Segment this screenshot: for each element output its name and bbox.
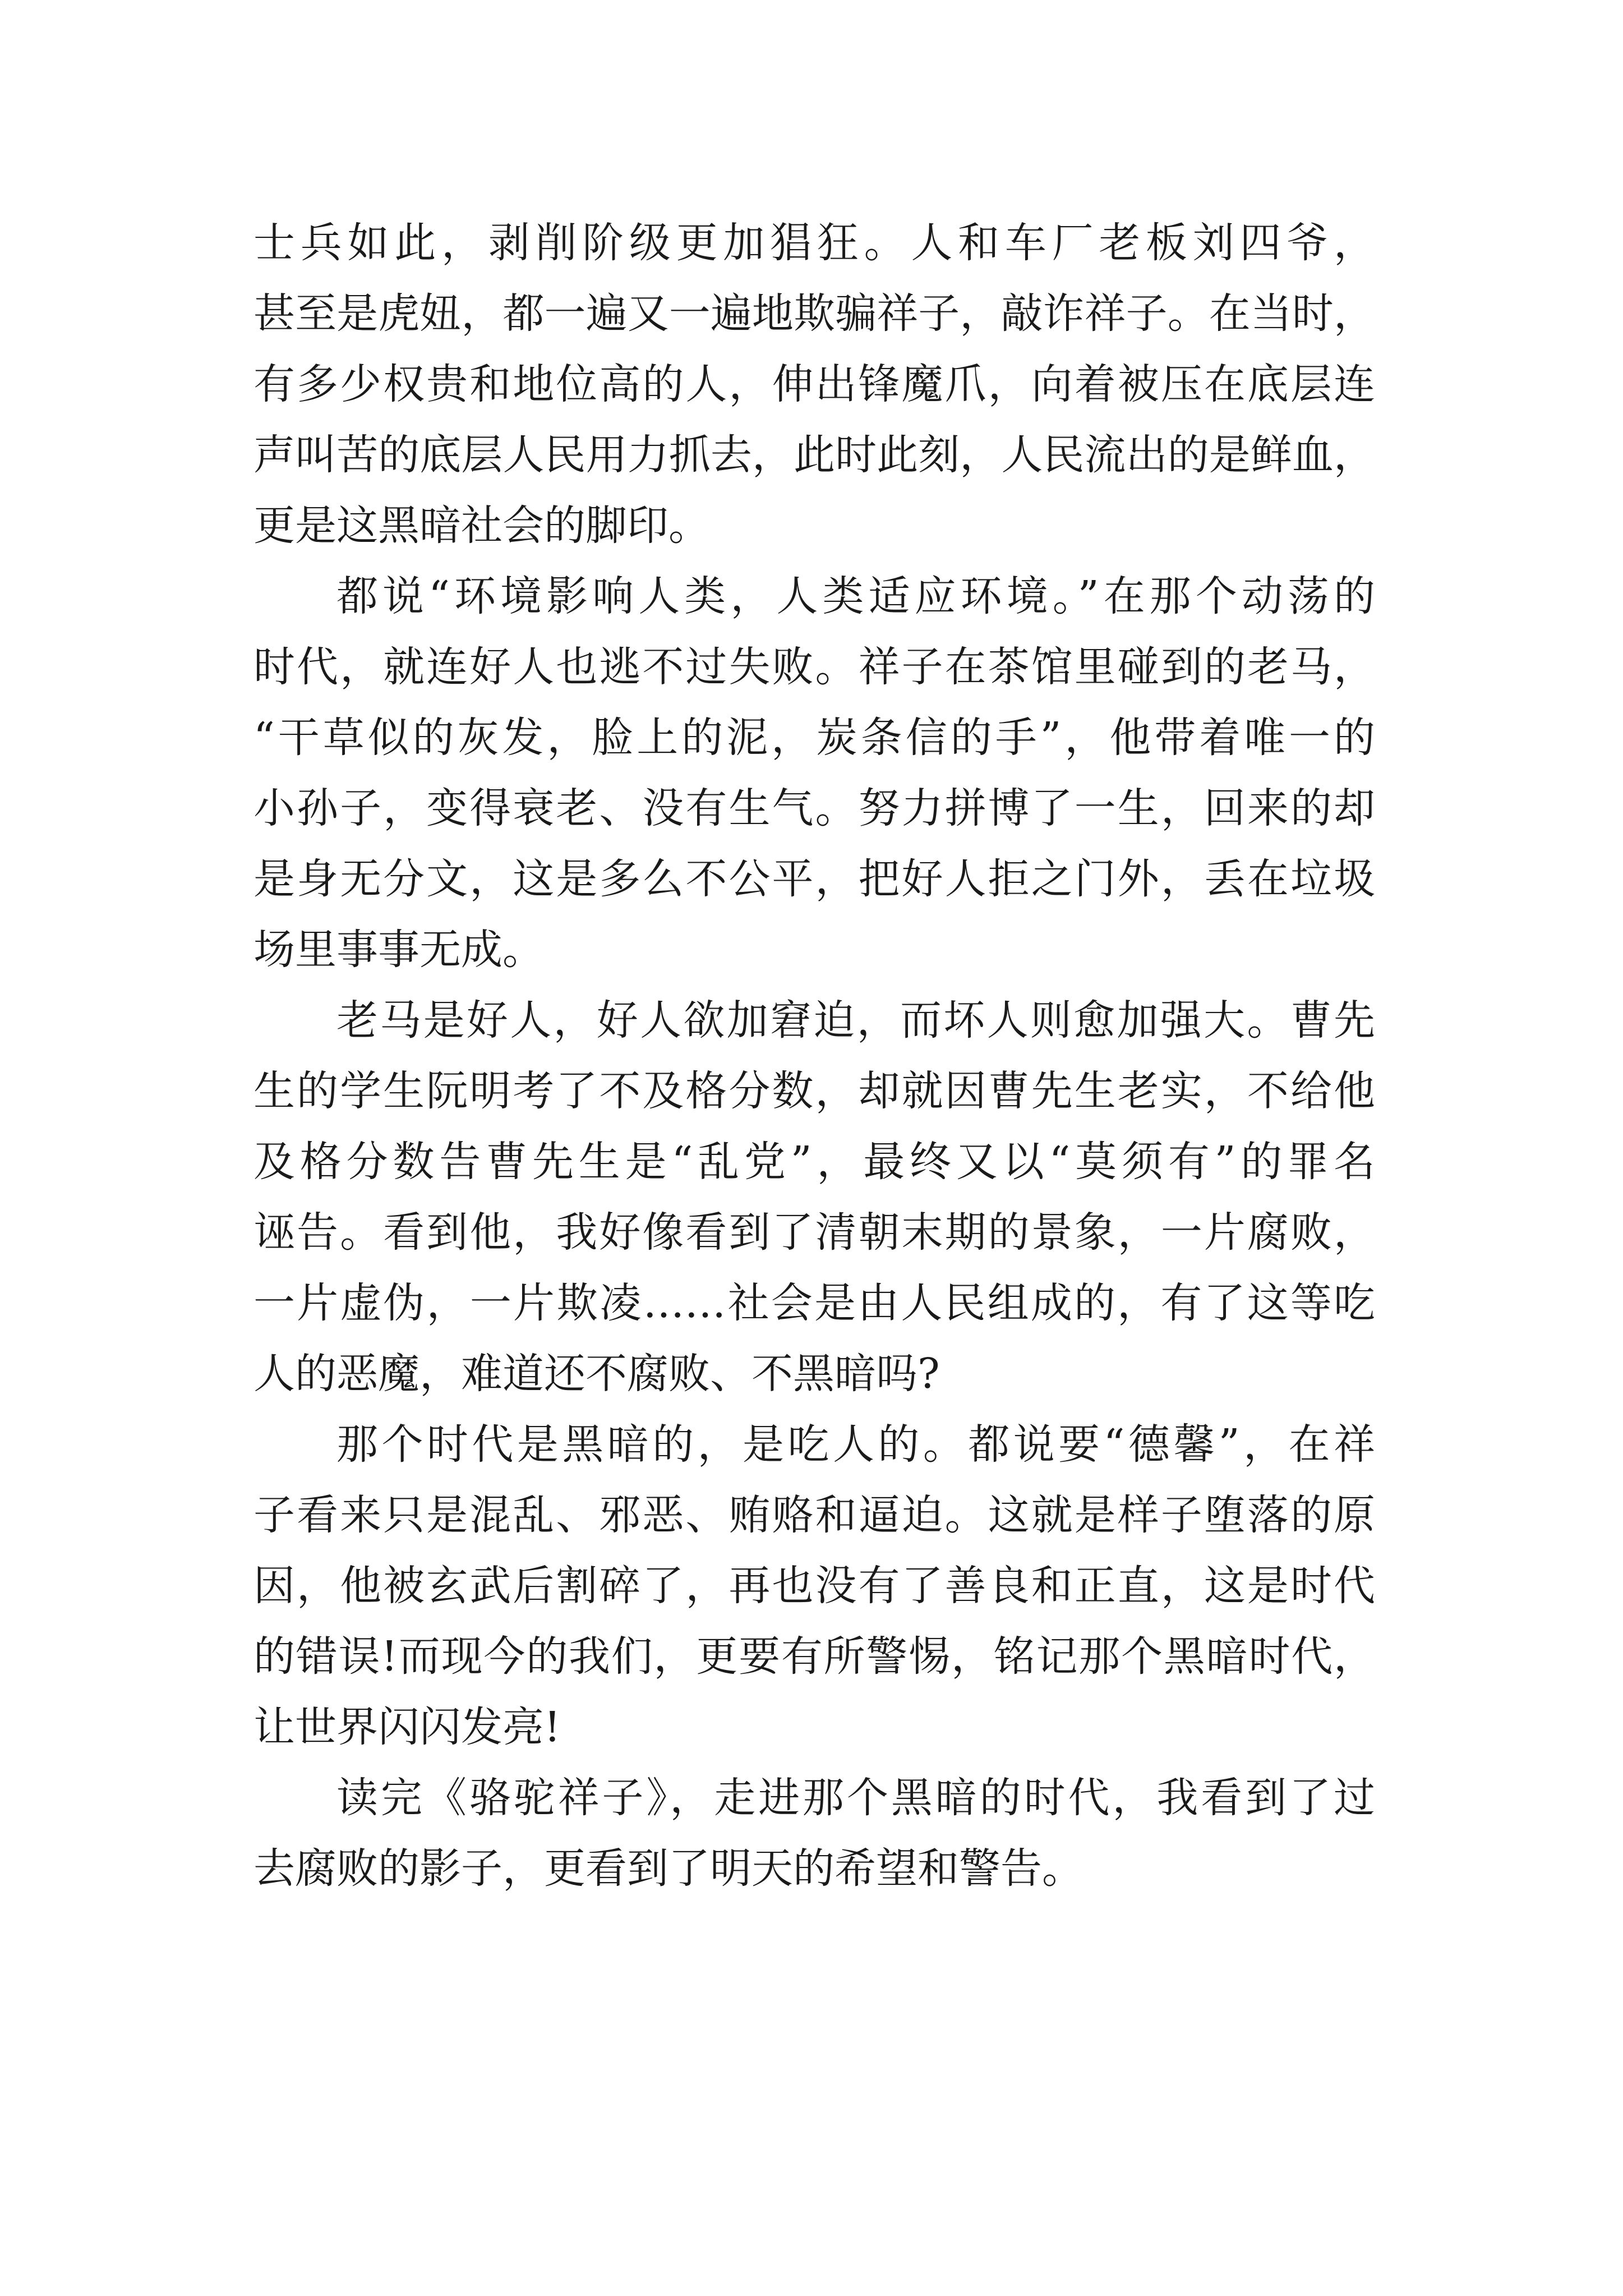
text-line: 一片虚伪，一片欺凌……社会是由人民组成的，有了这等吃 [253,1279,1375,1327]
text-line: 让世界闪闪发亮! [253,1703,561,1751]
paragraph [253,1409,1375,1763]
text-line: 更是这黑暗社会的脚印。 [253,501,710,550]
text-line: 人的恶魔，难道还不腐败、不黑暗吗? [253,1350,940,1398]
text-line: 子看来只是混乱、邪恶、贿赂和逼迫。这就是样子堕落的原 [253,1491,1375,1539]
text-line: 去腐败的影子，更看到了明天的希望和警告。 [253,1844,1083,1893]
text-line: 是身无分文，这是多么不公平，把好人拒之门外，丢在垃圾 [253,855,1375,903]
text-line: 那个时代是黑暗的，是吃人的。都说要“德馨”，在祥 [336,1420,1375,1469]
text-line: 的错误!而现今的我们，更要有所警惕，铭记那个黑暗时代， [253,1632,1375,1681]
paragraph [253,985,1375,1409]
paragraph [253,208,1375,561]
text-line: 甚至是虎妞，都一遍又一遍地欺骗祥子，敲诈祥子。在当时， [253,289,1375,338]
text-line: “干草似的灰发，脸上的泥，炭条信的手”，他带着唯一的 [253,714,1375,762]
document-body [253,208,1375,1904]
text-line: 生的学生阮明考了不及格分数，却就因曹先生老实，不给他 [253,1067,1375,1115]
text-line: 小孙子，变得衰老、没有生气。努力拼博了一生，回来的却 [253,784,1375,832]
text-line: 诬告。看到他，我好像看到了清朝末期的景象，一片腐败， [253,1208,1375,1257]
text-line: 读完《骆驼祥子》，走进那个黑暗的时代，我看到了过 [336,1774,1375,1822]
text-line: 都说“环境影响人类，人类适应环境。”在那个动荡的 [336,572,1375,620]
text-line: 士兵如此，剥削阶级更加猖狂。人和车厂老板刘四爷， [253,219,1375,267]
text-line: 老马是好人，好人欲加窘迫，而坏人则愈加强大。曹先 [336,996,1375,1045]
paragraph [253,561,1375,985]
text-line: 有多少权贵和地位高的人，伸出锋魔爪，向着被压在底层连 [253,360,1375,408]
text-line: 场里事事无成。 [253,926,544,974]
text-line: 及格分数告曹先生是“乱党”，最终又以“莫须有”的罪名 [253,1138,1375,1186]
paragraph [253,1763,1375,1904]
text-line: 时代，就连好人也逃不过失败。祥子在茶馆里碰到的老马， [253,643,1375,691]
text-line: 声叫苦的底层人民用力抓去，此时此刻，人民流出的是鲜血， [253,431,1375,479]
text-line: 因，他被玄武后割碎了，再也没有了善良和正直，这是时代 [253,1562,1375,1610]
